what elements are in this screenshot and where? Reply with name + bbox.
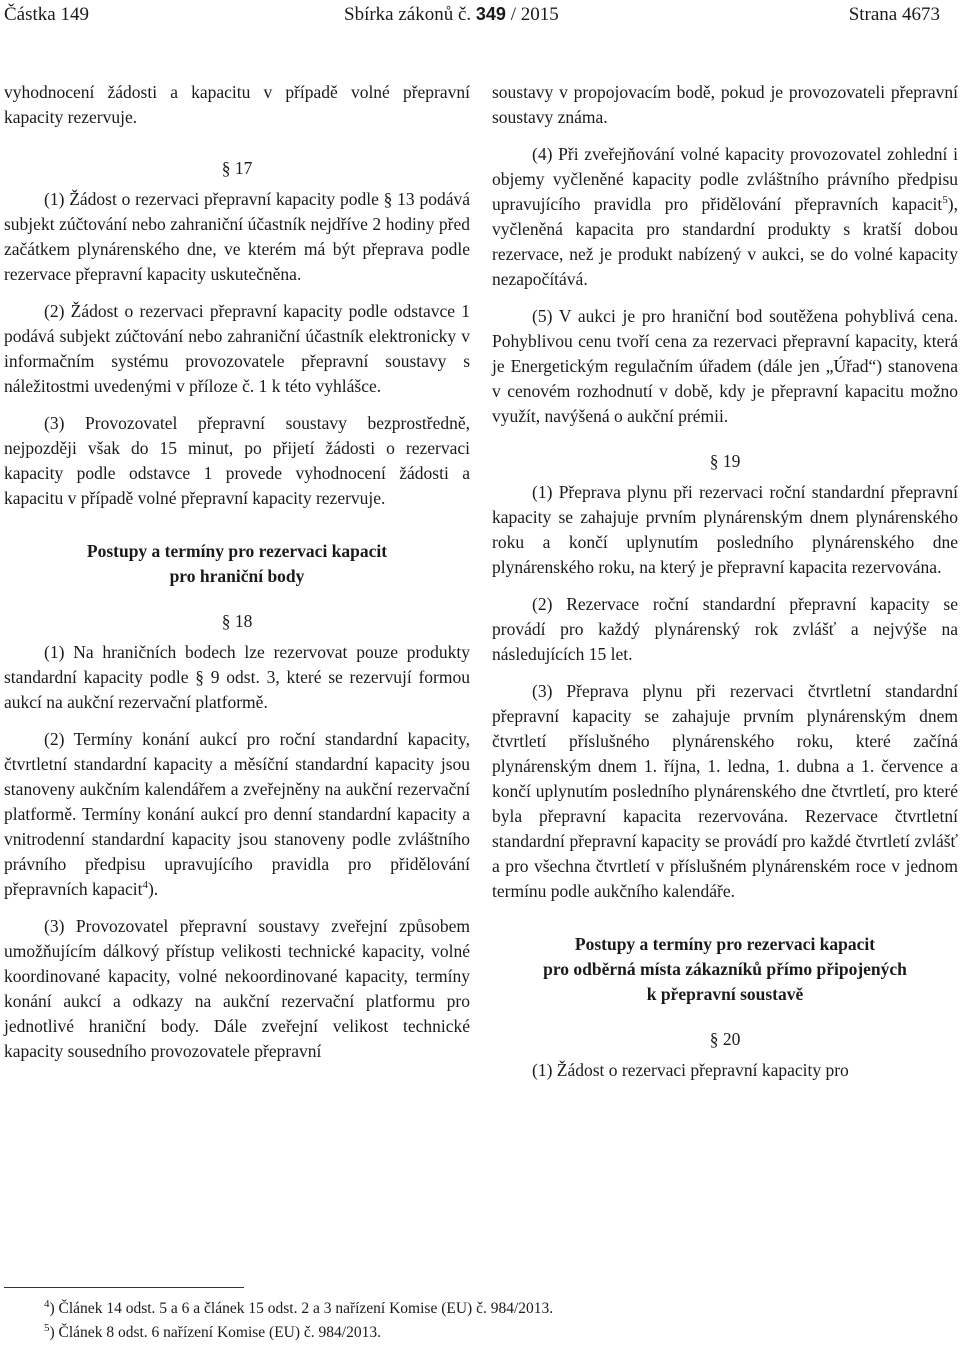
paragraph: (1) Na hraničních bodech lze rezervovat pouze produkty standardní kapacity podle § 9 odst. 3, které se rezervují formou aukcí na aukční rezervační platformě. xyxy=(4,642,470,712)
footnote-5: $^5$) Článek 8 odst. 6 nařízení Komise (EU) č. 984/2013. xyxy=(44,1321,381,1341)
footnote-ref[interactable]: 5 xyxy=(942,194,948,207)
paragraph: (2) Termíny konání aukcí pro roční standardní kapacity, čtvrtletní standardní kapacity a měsíční standardní kapacity jsou stanoveny aukčním kalendářem a zveřejněny na aukční rezervační platformě. Termíny konání aukcí pro denní standardní kapacity a vnitrodenní standardní kapacity jsou stanoveny podle zvláštního právního předpisu upravujícího pravidla pro přidělování přepravních kapacit$^4$). xyxy=(4,729,470,899)
paragraph: (3) Provozovatel přepravní soustavy bezprostředně, nejpozději však do 15 minut, po přijetí žádosti o rezervaci kapacity podle odstavce 1 provede vyhodnocení žádosti a kapacitu v případě volné přepravní kapacity rezervuje. xyxy=(4,413,470,508)
paragraph: (2) Žádost o rezervaci přepravní kapacity podle odstavce 1 podává subjekt zúčtování nebo zahraniční účastník elektronicky v informačním systému provozovatele přepravní soustavy s náležitostmi uvedenými v příloze č. 1 k této vyhlášce. xyxy=(4,301,470,396)
chapter-heading: Postupy a termíny pro rezervaci kapacit pro odběrná místa zákazníků přímo připojených k přepravní soustavě xyxy=(543,934,907,1004)
page-number: Strana 4673 xyxy=(848,4,940,25)
paragraph: vyhodnocení žádosti a kapacitu v případě volné přepravní kapacity rezervuje. xyxy=(4,82,470,127)
section-17-heading: § 17 xyxy=(221,158,253,178)
right-column xyxy=(492,80,958,1095)
law-number: 349 xyxy=(475,4,506,24)
paragraph: (4) Při zveřejňování volné kapacity provozovatel zohlední i objemy vyčleněné kapacity podle zvláštního právního předpisu upravujícího pravidla pro přidělování přepravních kapacit$^5$), vyčleněná kapacita pro standardní produkty s kratší dobou rezervace, než je produkt nabízený v aukci, se do volné kapacity nezapočítává. xyxy=(492,144,958,289)
paragraph: (3) Provozovatel přepravní soustavy zveřejní způsobem umožňujícím dálkový přístup velikosti technické kapacity, volné koordinované kapacity, volné nekoordinované kapacity, termíny konání aukcí a odkazy na aukční rezervační platformu pro jednotlivé hraniční body. Dále zveřejní velikost technické kapacity sousedního provozovatele přepravní xyxy=(4,916,470,1061)
paragraph: (1) Přeprava plynu při rezervaci roční standardní přepravní kapacity se zahajuje prvním plynárenským dnem plynárenského roku a končí uplynutím posledního plynárenského dne plynárenského roku, na který je přepravní kapacita rezervována. xyxy=(492,482,958,577)
paragraph: (3) Přeprava plynu při rezervaci čtvrtletní standardní přepravní kapacity se zahajuje prvním plynárenským dnem čtvrtletí příslušného plynárenského roku, které začíná plynárenským dnem 1. října, 1. ledna, 1. dubna a 1. července a končí uplynutím posledního plynárenského dne čtvrtletí, pro které byla přepravní kapacita rezervována. Rezervace čtvrtletní standardní přepravní kapacity se provádí pro každé čtvrtletí zvlášť a pro všechna čtvrtletí v příslušném plynárenském roce v jednom termínu podle aukčního kalendáře. xyxy=(492,681,958,901)
footnote-ref[interactable]: 4 xyxy=(142,879,148,892)
footnote-divider xyxy=(4,1287,244,1288)
paragraph: (2) Rezervace roční standardní přepravní kapacity se provádí pro každý plynárenský rok zvlášť a nejvýše na následujících 15 let. xyxy=(492,594,958,664)
page-header xyxy=(4,4,940,28)
section-20-heading: § 20 xyxy=(709,1029,741,1049)
footnotes xyxy=(44,1297,553,1345)
paragraph: (1) Žádost o rezervaci přepravní kapacity podle § 13 podává subjekt zúčtování nebo zahraniční účastník nejdříve 2 hodiny před začátkem plynárenského dne, ve kterém má být přeprava podle rezervace přepravní kapacity uskutečněna. xyxy=(4,189,470,284)
section-18-heading: § 18 xyxy=(221,611,253,631)
left-column xyxy=(4,80,470,1076)
footnote-4: $^4$) Článek 14 odst. 5 a 6 a článek 15 odst. 2 a 3 nařízení Komise (EU) č. 984/2013. xyxy=(44,1297,554,1317)
chapter-heading: Postupy a termíny pro rezervaci kapacit pro hraniční body xyxy=(86,541,388,586)
paragraph: (5) V aukci je pro hraniční bod soutěžena pohyblivá cena. Pohyblivou cenu tvoří cena za rezervaci přepravní kapacity, která je Energetickým regulačním úřadem (dále jen „Úřad“) stanovena v cenovém rozhodnutí v době, kdy je přepravní kapacitu možno využít, navýšená o aukční prémii. xyxy=(492,306,958,426)
section-19-heading: § 19 xyxy=(709,451,741,471)
collection-title: Sbírka zákonů č. 349 / 2015 xyxy=(344,4,559,25)
part-number: Částka 149 xyxy=(4,4,89,25)
paragraph: soustavy v propojovacím bodě, pokud je provozovateli přepravní soustavy známa. xyxy=(492,82,958,127)
paragraph: (1) Žádost o rezervaci přepravní kapacity pro xyxy=(532,1060,849,1080)
